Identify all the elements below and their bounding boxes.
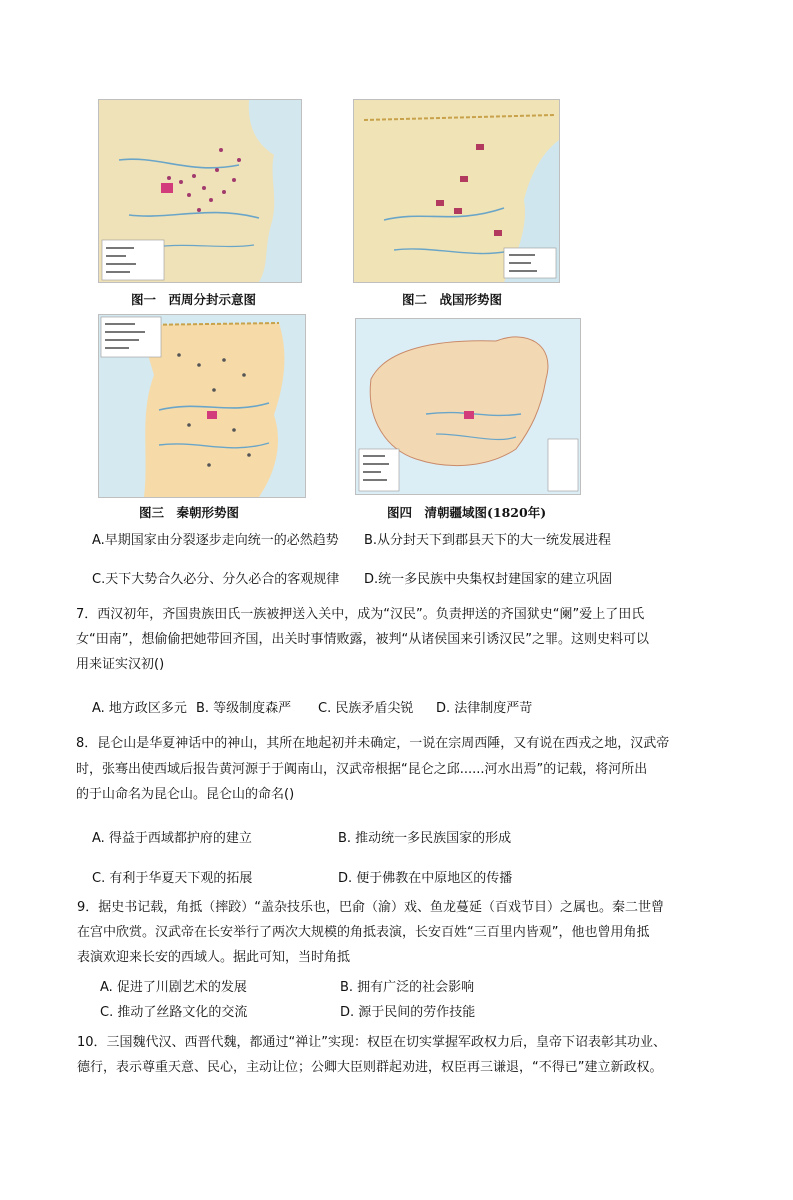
q7-option-d[interactable]: D. 法律制度严苛 bbox=[436, 701, 533, 716]
q7-option-a[interactable]: A. 地方政区多元 bbox=[92, 701, 187, 716]
map-qin-dynasty bbox=[98, 314, 306, 498]
map-warring-states-graphic bbox=[354, 100, 559, 282]
q7-stem-line-2: 女“田南”，想偷偷把她带回齐国，出关时事情败露，被判“从诸侯国来引诱汉民”之罪。这则史料可以 bbox=[76, 632, 649, 647]
q7-stem-line-3: 用来证实汉初() bbox=[76, 657, 165, 672]
map-caption-1: 图一 西周分封示意图 bbox=[131, 292, 257, 307]
map-qin-dynasty-graphic bbox=[99, 315, 305, 497]
q8-stem-line-2: 时，张骞出使西域后报告黄河源于于阗南山，汉武帝根据“昆仑之邱......河水出焉”的记载，将河所出 bbox=[76, 762, 648, 777]
q9-option-d[interactable]: D. 源于民间的劳作技能 bbox=[340, 1005, 476, 1020]
q6-option-b[interactable]: B.从分封天下到郡县天下的大一统发展进程 bbox=[364, 533, 612, 548]
q6-option-c[interactable]: C.天下大势合久必分、分久必合的客观规律 bbox=[92, 572, 340, 587]
map-western-zhou-graphic bbox=[99, 100, 301, 282]
q7-stem-line-1: 7．西汉初年，齐国贵族田氏一族被押送入关中，成为“汉民”。负责押送的齐国狱史“阑”爱上了田氏 bbox=[76, 607, 645, 622]
map-caption-4: 图四 清朝疆域图(1820年) bbox=[387, 505, 547, 520]
q8-option-c[interactable]: C. 有利于华夏天下观的拓展 bbox=[92, 871, 253, 886]
q9-stem-line-2: 在宫中欣赏。汉武帝在长安举行了两次大规模的角抵表演，长安百姓“三百里内皆观”，他也曾用角抵 bbox=[77, 925, 650, 940]
q8-stem-line-3: 的于山命名为昆仑山。昆仑山的命名() bbox=[76, 787, 295, 802]
map-warring-states bbox=[353, 99, 560, 283]
q9-option-b[interactable]: B. 拥有广泛的社会影响 bbox=[340, 980, 475, 995]
q10-stem-line-1: 10．三国魏代汉、西晋代魏，都通过“禅让”实现：权臣在切实掌握军政权力后，皇帝下诏表彰其功业、 bbox=[77, 1035, 667, 1050]
q8-option-d[interactable]: D. 便于佛教在中原地区的传播 bbox=[338, 871, 513, 886]
q9-option-c[interactable]: C. 推动了丝路文化的交流 bbox=[100, 1005, 248, 1020]
q6-option-a[interactable]: A.早期国家由分裂逐步走向统一的必然趋势 bbox=[92, 533, 339, 548]
q7-option-b[interactable]: B. 等级制度森严 bbox=[196, 701, 292, 716]
map-qing-dynasty bbox=[355, 318, 581, 495]
q7-option-c[interactable]: C. 民族矛盾尖锐 bbox=[318, 701, 414, 716]
q10-stem-line-2: 德行，表示尊重天意、民心，主动让位；公卿大臣则群起劝进，权臣再三谦退，“不得已”建立新政权。 bbox=[77, 1060, 663, 1075]
q6-option-d[interactable]: D.统一多民族中央集权封建国家的建立巩固 bbox=[364, 572, 613, 587]
map-caption-2: 图二 战国形势图 bbox=[402, 292, 503, 307]
map-western-zhou bbox=[98, 99, 302, 283]
q9-stem-line-3: 表演欢迎来长安的西域人。据此可知，当时角抵 bbox=[77, 950, 351, 965]
q9-option-a[interactable]: A. 促进了川剧艺术的发展 bbox=[100, 980, 247, 995]
map-qing-dynasty-graphic bbox=[356, 319, 580, 494]
q8-option-a[interactable]: A. 得益于西域都护府的建立 bbox=[92, 831, 252, 846]
q9-stem-line-1: 9．据史书记载，角抵（摔跤）“盖杂技乐也，巴俞（渝）戏、鱼龙蔓延（百戏节目）之属也。秦二世曾 bbox=[77, 900, 665, 915]
q8-stem-line-1: 8．昆仑山是华夏神话中的神山，其所在地起初并未确定，一说在宗周西陲，又有说在西戎之地，汉武帝 bbox=[76, 736, 670, 751]
q8-option-b[interactable]: B. 推动统一多民族国家的形成 bbox=[338, 831, 512, 846]
map-caption-3: 图三 秦朝形势图 bbox=[139, 505, 240, 520]
